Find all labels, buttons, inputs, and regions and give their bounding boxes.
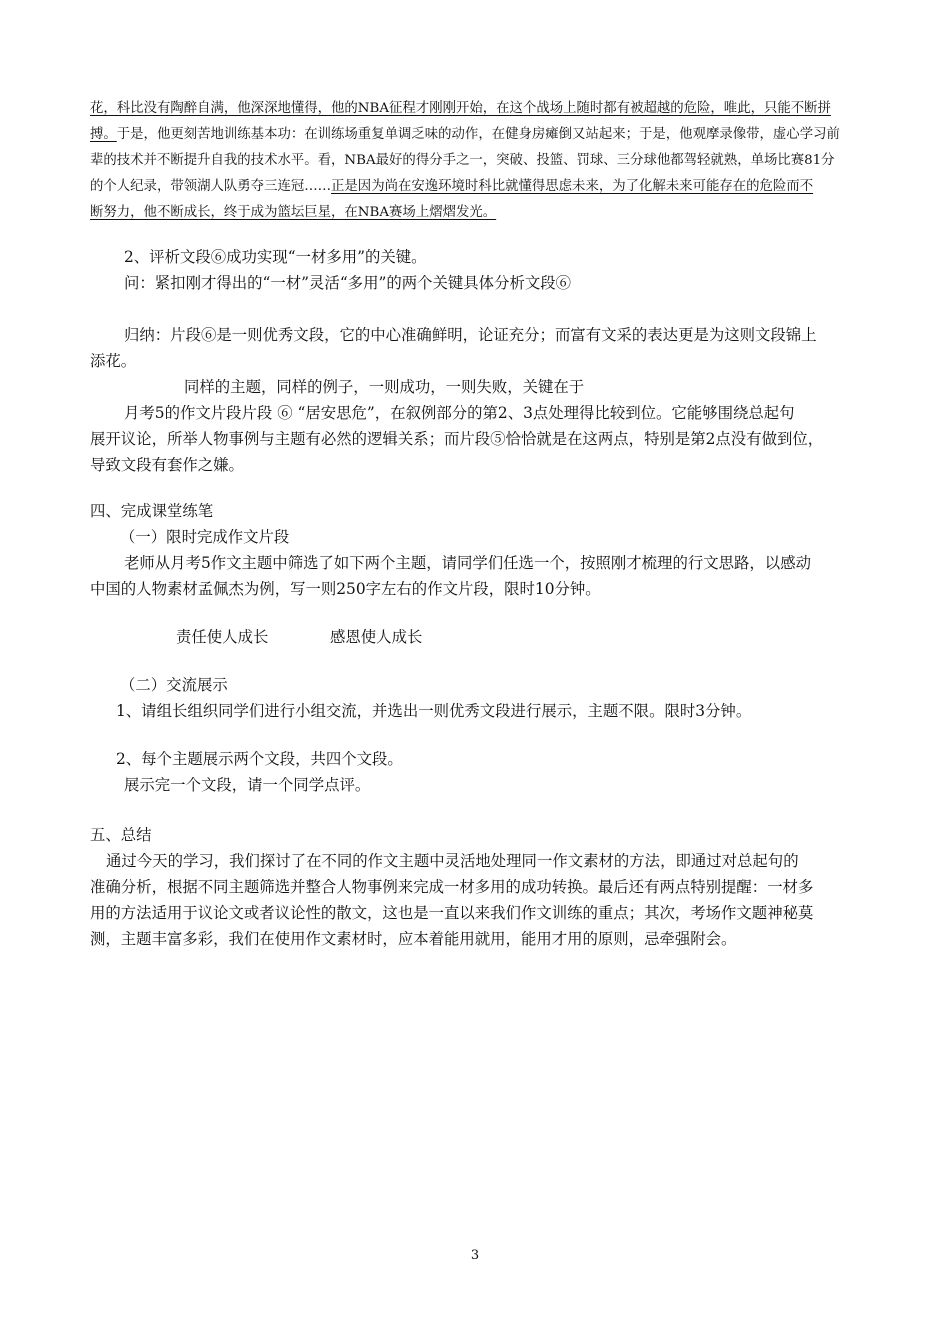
- summary-line-5: 展开议论，所举人物事例与主题有必然的逻辑关系；而片段⑤恰恰就是在这两点，特别是第2点没有做到位，: [90, 430, 824, 448]
- subsection-2-heading: （二）交流展示: [120, 676, 228, 694]
- summary-line-4: 月考5的作文片段片段 ⑥ “居安思危”，在叙例部分的第2、3点处理得比较到位。它能够围绕总起句: [124, 404, 795, 422]
- passage-underlined-text: 花，科比没有陶醉自满，他深深地懂得，他的NBA征程才刚刚开始，在这个战场上随时都有被超越的危险，唯此，只能不断拼: [90, 101, 831, 116]
- exchange-item-3: 展示完一个文段，请一个同学点评。: [124, 776, 371, 794]
- subsection-1-heading: （一）限时完成作文片段: [120, 528, 290, 546]
- task-line-1: 老师从月考5作文主题中筛选了如下两个主题，请同学们任选一个，按照刚才梳理的行文思路，以感动: [124, 554, 811, 572]
- passage-text: 于是，他更刻苦地训练基本功：在训练场重复单调乏味的动作，在健身房瘫倒又站起来；于是，他观摩录像带，虚心学习前: [116, 127, 840, 142]
- analysis-item-2: 2、评析文段⑥成功实现“一材多用”的关键。: [124, 248, 427, 266]
- summary-line-2: 添花。: [90, 352, 137, 370]
- key-point-line: 同样的主题，同样的例子，一则成功，一则失败，关键在于: [184, 378, 585, 396]
- task-line-2: 中国的人物素材孟佩杰为例，写一则250字左右的作文片段，限时10分钟。: [90, 580, 601, 598]
- theme-gratitude: 感恩使人成长: [330, 628, 423, 646]
- conclusion-line-2: 准确分析，根据不同主题筛选并整合人物事例来完成一材多用的成功转换。最后还有两点特别提醒：一材多: [90, 878, 814, 896]
- passage-line-3: [90, 148, 835, 174]
- page-number: 3: [470, 1248, 480, 1263]
- section-5-heading: 五、总结: [90, 826, 152, 844]
- exchange-item-2: 2、每个主题展示两个文段，共四个文段。: [116, 750, 403, 768]
- passage-line-4: [90, 174, 813, 200]
- summary-line-1: 归纳：片段⑥是一则优秀文段，它的中心准确鲜明，论证充分；而富有文采的表达更是为这则文段锦上: [124, 326, 817, 344]
- section-4-heading: 四、完成课堂练笔: [90, 502, 214, 520]
- analysis-question: 问：紧扣刚才得出的“一材”灵活“多用”的两个关键具体分析文段⑥: [124, 274, 572, 292]
- passage-line-2: [90, 122, 840, 148]
- exchange-item-1: 1、请组长组织同学们进行小组交流，并选出一则优秀文段进行展示，主题不限。限时3分钟。: [116, 702, 752, 720]
- passage-text: 辈的技术并不断提升自我的技术水平。看，NBA最好的得分手之一，突破、投篮、罚球、三分球他都驾轻就熟，单场比赛81分: [90, 153, 835, 168]
- theme-responsibility: 责任使人成长: [176, 628, 269, 646]
- summary-line-6: 导致文段有套作之嫌。: [90, 456, 244, 474]
- passage-line-1: [90, 96, 831, 122]
- passage-text: 的个人纪录，带领湖人队勇夺三连冠……: [90, 179, 332, 194]
- passage-underlined-text: 正是因为尚在安逸环境时科比就懂得思虑未来，为了化解未来可能存在的危险而不: [331, 179, 814, 194]
- conclusion-line-4: 测，主题丰富多彩，我们在使用作文素材时，应本着能用就用，能用才用的原则，忌牵强附会。: [90, 930, 737, 948]
- passage-line-5: [90, 200, 496, 226]
- conclusion-line-3: 用的方法适用于议论文或者议论性的散文，这也是一直以来我们作文训练的重点；其次，考场作文题神秘莫: [90, 904, 814, 922]
- passage-underlined-text: 搏。: [90, 127, 117, 142]
- passage-underlined-text: 断努力，他不断成长，终于成为篮坛巨星，在NBA赛场上熠熠发光。: [90, 205, 497, 220]
- conclusion-line-1: 通过今天的学习，我们探讨了在不同的作文主题中灵活地处理同一作文素材的方法，即通过对总起句的: [106, 852, 799, 870]
